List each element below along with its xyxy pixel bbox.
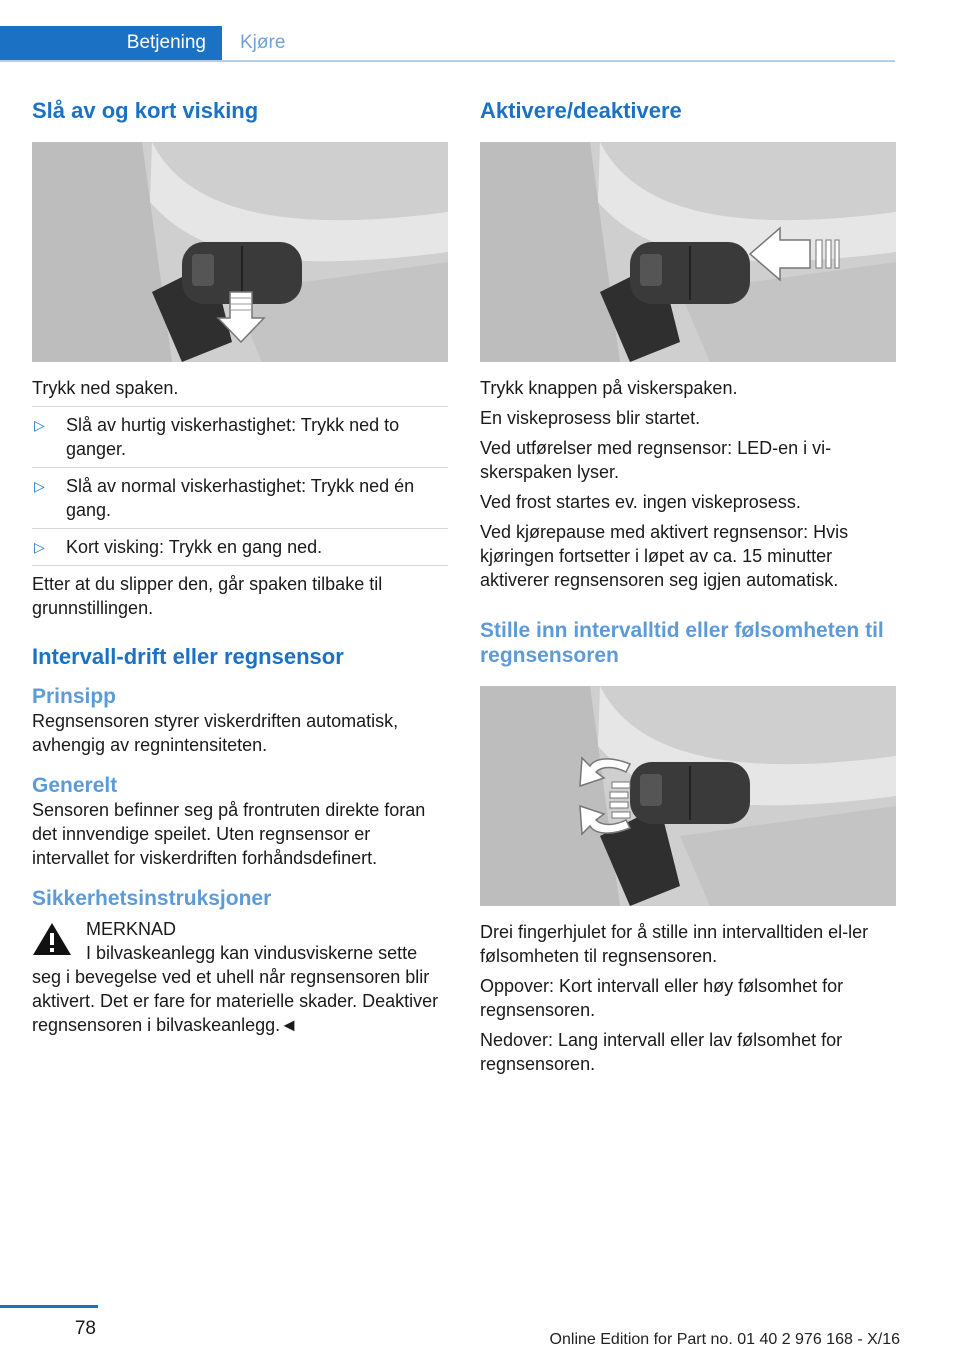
header-divider bbox=[0, 60, 895, 62]
section-title-activate: Aktivere/deaktivere bbox=[480, 98, 682, 123]
paragraph: Drei fingerhjulet for å stille inn intervalltiden el-ler følsomheten til regnsensoren. bbox=[480, 922, 869, 966]
release-text: Etter at du slipper den, går spaken tilbake til grunnstillingen. bbox=[32, 574, 383, 618]
warning-text: I bilvaskeanlegg kan vindusviskerne sette seg i bevegelse ved et uhell når regnsensoren blir aktivert. Det er fare for materielle skader. Deaktiver regnsensoren i bilvaskeanlegg.◄ bbox=[32, 943, 439, 1035]
right-column bbox=[480, 98, 896, 1076]
page-number: 78 bbox=[74, 1318, 96, 1339]
triangle-bullet-icon: ▷ bbox=[34, 539, 45, 555]
triangle-bullet-icon: ▷ bbox=[34, 478, 45, 494]
paragraph: Ved utførelser med regnsensor: LED-en i vi-skerspaken lyser. bbox=[480, 438, 832, 482]
wiper-stalk-press-down-image bbox=[32, 142, 448, 362]
paragraph: Trykk knappen på viskerspaken. bbox=[480, 378, 738, 398]
page-header bbox=[0, 0, 960, 64]
warning-block bbox=[32, 917, 448, 941]
steps-list bbox=[32, 406, 448, 566]
footer-divider bbox=[0, 1305, 98, 1308]
principle-text: Regnsensoren styrer viskerdriften automatisk, avhengig av regnintensiteten. bbox=[32, 711, 399, 755]
paragraph: Oppover: Kort intervall eller høy følsomhet for regnsensoren. bbox=[480, 976, 844, 1020]
general-text: Sensoren befinner seg på frontruten direkte foran det innvendige speilet. Uten regnsensor er intervallet for viskerdriften forhåndsdefinert. bbox=[32, 800, 426, 868]
wiper-stalk-button-image bbox=[480, 142, 896, 362]
subsection-title-principle: Prinsipp bbox=[32, 685, 117, 708]
tab-kjore[interactable]: Kjøre bbox=[240, 32, 286, 53]
list-item: ▷ Kort visking: Trykk en gang ned. bbox=[32, 528, 448, 559]
warning-label: MERKNAD bbox=[86, 919, 177, 939]
list-item: ▷ Slå av normal viskerhastighet: Trykk ned én gang. bbox=[32, 467, 448, 522]
paragraph: Nedover: Lang intervall eller lav følsomhet for regnsensoren. bbox=[480, 1030, 843, 1074]
paragraph: En viskeprosess blir startet. bbox=[480, 408, 701, 428]
left-column bbox=[32, 98, 448, 1037]
section-title-adjust: Stille inn intervalltid eller følsomheten til regnsensoren bbox=[480, 619, 884, 667]
subsection-title-general: Generelt bbox=[32, 774, 118, 797]
warning-triangle-icon bbox=[32, 921, 72, 957]
list-item: ▷ Slå av hurtig viskerhastighet: Trykk ned to ganger. bbox=[34, 415, 400, 459]
subsection-title-safety: Sikkerhetsinstruksjoner bbox=[32, 887, 272, 910]
edition-text: Online Edition for Part no. 01 40 2 976 168 - X/16 bbox=[549, 1331, 900, 1348]
section-title-interval: Intervall-drift eller regnsensor bbox=[32, 644, 344, 669]
wiper-thumbwheel-image bbox=[480, 686, 896, 906]
section-title-turn-off: Slå av og kort visking bbox=[32, 98, 259, 123]
paragraph: Ved frost startes ev. ingen viskeprosess. bbox=[480, 492, 801, 512]
tab-betjening[interactable]: Betjening bbox=[0, 26, 222, 60]
instruction-text: Trykk ned spaken. bbox=[32, 378, 179, 398]
triangle-bullet-icon: ▷ bbox=[34, 417, 45, 433]
paragraph: Ved kjørepause med aktivert regnsensor: Hvis kjøringen fortsetter i løpet av ca. 15 minutter aktiverer regnsensoren seg igjen automatisk. bbox=[480, 522, 849, 590]
